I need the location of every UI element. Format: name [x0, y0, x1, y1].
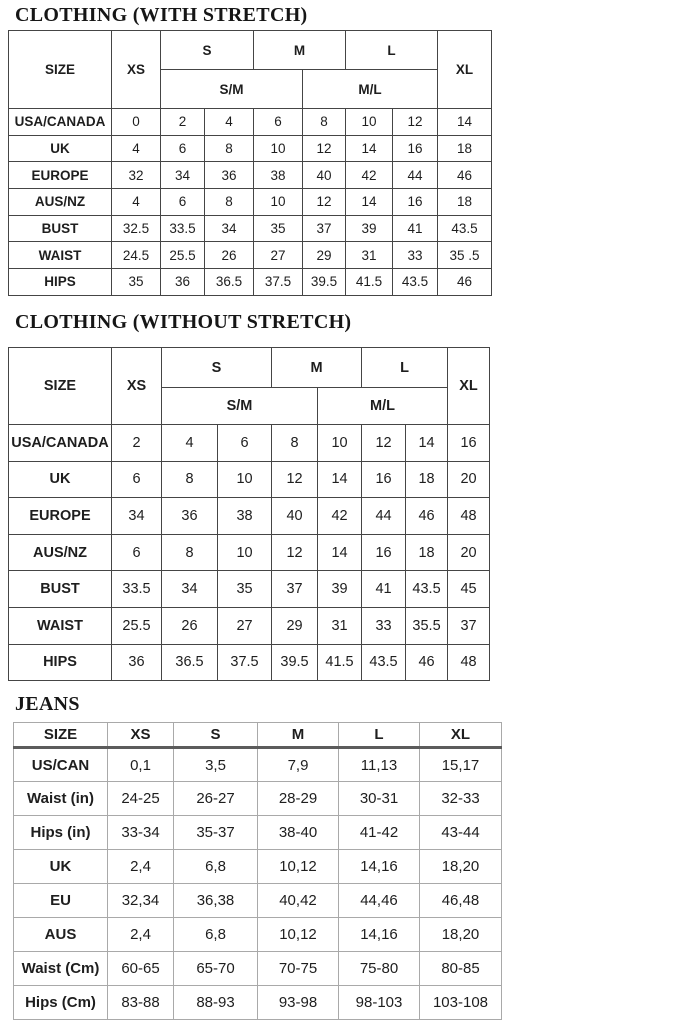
table-cell: 34	[205, 215, 254, 242]
table-cell: 33	[362, 607, 406, 644]
table-cell: 14,16	[339, 850, 420, 884]
table-cell: 34	[162, 571, 218, 608]
table-cell: 10,12	[258, 918, 339, 952]
jeans-table	[13, 722, 502, 1020]
table-row	[9, 162, 492, 189]
row-label: WAIST	[9, 242, 112, 269]
table-cell: 29	[272, 607, 318, 644]
col-header-m: M	[254, 31, 346, 70]
table-row	[9, 242, 492, 269]
table-cell: 18	[406, 534, 448, 571]
table-cell: 43.5	[393, 269, 438, 296]
table-cell: 83-88	[108, 986, 174, 1020]
table-cell: 6,8	[174, 850, 258, 884]
table-cell: 6	[254, 109, 303, 136]
table-cell: 41.5	[346, 269, 393, 296]
table-cell: 48	[448, 498, 490, 535]
table-cell: 34	[161, 162, 205, 189]
table-cell: 40	[272, 498, 318, 535]
table-cell: 12	[272, 534, 318, 571]
table-cell: 39.5	[303, 269, 346, 296]
table-cell: 65-70	[174, 952, 258, 986]
table-cell: 88-93	[174, 986, 258, 1020]
table-cell: 29	[303, 242, 346, 269]
table-cell: 42	[318, 498, 362, 535]
table-row	[14, 850, 502, 884]
table-cell: 28-29	[258, 782, 339, 816]
table-cell: 46	[438, 162, 492, 189]
table-row	[9, 498, 490, 535]
table-cell: 12	[303, 189, 346, 216]
row-label: HIPS	[9, 644, 112, 681]
row-label: WAIST	[9, 607, 112, 644]
clothing-nostretch-table	[8, 347, 490, 681]
table-cell: 32.5	[112, 215, 161, 242]
table-cell: 35	[254, 215, 303, 242]
table-row	[14, 748, 502, 782]
table-cell: 2	[112, 425, 162, 462]
row-label: USA/CANADA	[9, 425, 112, 462]
column-header: XS	[108, 723, 174, 748]
table-cell: 8	[205, 135, 254, 162]
column-header: S	[174, 723, 258, 748]
table-cell: 30-31	[339, 782, 420, 816]
table-header	[14, 723, 502, 748]
table-cell: 6	[112, 461, 162, 498]
column-header: M	[258, 723, 339, 748]
table-cell: 93-98	[258, 986, 339, 1020]
table-cell: 37.5	[218, 644, 272, 681]
table-row	[9, 215, 492, 242]
table-cell: 10	[218, 461, 272, 498]
table-cell: 11,13	[339, 748, 420, 782]
column-header: L	[339, 723, 420, 748]
row-label: Hips (Cm)	[14, 986, 108, 1020]
table-cell: 8	[162, 461, 218, 498]
table-cell: 44	[393, 162, 438, 189]
table-cell: 46	[406, 644, 448, 681]
table-cell: 32-33	[420, 782, 502, 816]
table-cell: 46	[438, 269, 492, 296]
row-label: US/CAN	[14, 748, 108, 782]
table-cell: 14	[406, 425, 448, 462]
table-cell: 42	[346, 162, 393, 189]
col-header-xs: XS	[112, 348, 162, 425]
row-label: AUS	[14, 918, 108, 952]
table-cell: 36,38	[174, 884, 258, 918]
table-cell: 80-85	[420, 952, 502, 986]
table-row	[14, 952, 502, 986]
table-cell: 10	[254, 135, 303, 162]
table-cell: 6	[161, 135, 205, 162]
table-cell: 16	[393, 189, 438, 216]
clothing-nostretch-title: CLOTHING (WITHOUT STRETCH)	[15, 311, 352, 333]
table-cell: 8	[162, 534, 218, 571]
table-cell: 4	[162, 425, 218, 462]
table-cell: 6	[112, 534, 162, 571]
row-label: EUROPE	[9, 162, 112, 189]
table-cell: 18	[406, 461, 448, 498]
row-label: Waist (Cm)	[14, 952, 108, 986]
table-cell: 31	[318, 607, 362, 644]
table-row	[9, 109, 492, 136]
table-cell: 6	[161, 189, 205, 216]
table-cell: 48	[448, 644, 490, 681]
row-label: UK	[9, 135, 112, 162]
table-cell: 35-37	[174, 816, 258, 850]
header-row	[9, 31, 492, 70]
table-cell: 10,12	[258, 850, 339, 884]
table-cell: 31	[346, 242, 393, 269]
table-cell: 0	[112, 109, 161, 136]
table-cell: 24-25	[108, 782, 174, 816]
table-cell: 43.5	[362, 644, 406, 681]
table-cell: 12	[362, 425, 406, 462]
clothing-stretch-table	[8, 30, 492, 296]
table-cell: 14	[346, 189, 393, 216]
table-cell: 39	[346, 215, 393, 242]
table-row	[14, 782, 502, 816]
col-header-sm: S/M	[161, 70, 303, 109]
col-header-l: L	[362, 348, 448, 388]
col-header-ml: M/L	[303, 70, 438, 109]
table-cell: 43-44	[420, 816, 502, 850]
table-cell: 16	[448, 425, 490, 462]
table-cell: 44,46	[339, 884, 420, 918]
table-cell: 46	[406, 498, 448, 535]
table-row	[9, 425, 490, 462]
table-row	[9, 571, 490, 608]
column-header: SIZE	[14, 723, 108, 748]
col-header-xl: XL	[448, 348, 490, 425]
table-cell: 36.5	[162, 644, 218, 681]
table-cell: 46,48	[420, 884, 502, 918]
row-label: Hips (in)	[14, 816, 108, 850]
row-label: BUST	[9, 215, 112, 242]
table-cell: 37	[448, 607, 490, 644]
table-row	[9, 534, 490, 571]
table-cell: 4	[112, 135, 161, 162]
row-label: USA/CANADA	[9, 109, 112, 136]
table-cell: 40	[303, 162, 346, 189]
table-cell: 27	[254, 242, 303, 269]
table-cell: 98-103	[339, 986, 420, 1020]
table-cell: 40,42	[258, 884, 339, 918]
table-cell: 26	[205, 242, 254, 269]
table-cell: 33	[393, 242, 438, 269]
col-header-ml: M/L	[318, 388, 448, 425]
table-cell: 36	[112, 644, 162, 681]
table-cell: 18,20	[420, 850, 502, 884]
table-cell: 33-34	[108, 816, 174, 850]
table-row	[9, 461, 490, 498]
table-cell: 35	[112, 269, 161, 296]
table-row	[14, 986, 502, 1020]
table-cell: 32	[112, 162, 161, 189]
table-cell: 35 .5	[438, 242, 492, 269]
table-cell: 35.5	[406, 607, 448, 644]
table-body	[9, 109, 492, 296]
table-cell: 60-65	[108, 952, 174, 986]
table-cell: 6,8	[174, 918, 258, 952]
col-header-s: S	[161, 31, 254, 70]
table-cell: 8	[303, 109, 346, 136]
table-cell: 27	[218, 607, 272, 644]
jeans-title: JEANS	[15, 693, 80, 715]
table-cell: 25.5	[161, 242, 205, 269]
table-cell: 33.5	[112, 571, 162, 608]
column-header: XL	[420, 723, 502, 748]
col-header-m: M	[272, 348, 362, 388]
table-cell: 12	[272, 461, 318, 498]
table-row	[9, 189, 492, 216]
table-row	[14, 918, 502, 952]
col-header-l: L	[346, 31, 438, 70]
row-label: UK	[9, 461, 112, 498]
table-cell: 36.5	[205, 269, 254, 296]
table-cell: 8	[272, 425, 318, 462]
table-body	[14, 748, 502, 1020]
table-cell: 36	[205, 162, 254, 189]
table-cell: 45	[448, 571, 490, 608]
table-cell: 75-80	[339, 952, 420, 986]
row-label: UK	[14, 850, 108, 884]
table-cell: 16	[393, 135, 438, 162]
table-row	[9, 269, 492, 296]
table-cell: 39.5	[272, 644, 318, 681]
table-cell: 10	[218, 534, 272, 571]
table-cell: 16	[362, 534, 406, 571]
row-label: AUS/NZ	[9, 534, 112, 571]
table-row	[14, 884, 502, 918]
table-cell: 35	[218, 571, 272, 608]
table-cell: 37	[272, 571, 318, 608]
table-cell: 8	[205, 189, 254, 216]
table-cell: 32,34	[108, 884, 174, 918]
table-cell: 20	[448, 461, 490, 498]
table-header	[9, 31, 492, 109]
table-cell: 39	[318, 571, 362, 608]
table-cell: 18,20	[420, 918, 502, 952]
table-cell: 2,4	[108, 850, 174, 884]
table-cell: 70-75	[258, 952, 339, 986]
table-cell: 38	[218, 498, 272, 535]
col-header-sm: S/M	[162, 388, 318, 425]
table-cell: 37	[303, 215, 346, 242]
table-cell: 20	[448, 534, 490, 571]
table-cell: 41.5	[318, 644, 362, 681]
table-cell: 16	[362, 461, 406, 498]
table-cell: 43.5	[406, 571, 448, 608]
table-cell: 2,4	[108, 918, 174, 952]
col-header-xs: XS	[112, 31, 161, 109]
table-cell: 4	[112, 189, 161, 216]
table-cell: 6	[218, 425, 272, 462]
col-header-size: SIZE	[9, 31, 112, 109]
table-cell: 15,17	[420, 748, 502, 782]
table-row	[9, 135, 492, 162]
table-cell: 38-40	[258, 816, 339, 850]
row-label: EUROPE	[9, 498, 112, 535]
row-label: HIPS	[9, 269, 112, 296]
table-cell: 14	[346, 135, 393, 162]
table-cell: 14	[318, 534, 362, 571]
table-row	[14, 816, 502, 850]
table-row	[9, 607, 490, 644]
table-cell: 2	[161, 109, 205, 136]
table-body	[9, 425, 490, 681]
table-row	[9, 644, 490, 681]
table-cell: 14	[318, 461, 362, 498]
table-cell: 10	[346, 109, 393, 136]
table-cell: 34	[112, 498, 162, 535]
table-cell: 41	[393, 215, 438, 242]
table-cell: 10	[254, 189, 303, 216]
table-cell: 38	[254, 162, 303, 189]
table-cell: 7,9	[258, 748, 339, 782]
table-cell: 103-108	[420, 986, 502, 1020]
col-header-s: S	[162, 348, 272, 388]
table-cell: 43.5	[438, 215, 492, 242]
row-label: Waist (in)	[14, 782, 108, 816]
table-cell: 36	[161, 269, 205, 296]
table-cell: 41-42	[339, 816, 420, 850]
row-label: AUS/NZ	[9, 189, 112, 216]
table-cell: 44	[362, 498, 406, 535]
table-cell: 18	[438, 135, 492, 162]
table-cell: 25.5	[112, 607, 162, 644]
clothing-stretch-title: CLOTHING (WITH STRETCH)	[15, 4, 308, 26]
table-header	[9, 348, 490, 425]
table-cell: 33.5	[161, 215, 205, 242]
table-cell: 26-27	[174, 782, 258, 816]
table-cell: 4	[205, 109, 254, 136]
table-cell: 12	[303, 135, 346, 162]
header-row	[9, 348, 490, 388]
table-cell: 18	[438, 189, 492, 216]
table-cell: 37.5	[254, 269, 303, 296]
table-cell: 14,16	[339, 918, 420, 952]
col-header-size: SIZE	[9, 348, 112, 425]
table-cell: 24.5	[112, 242, 161, 269]
table-cell: 10	[318, 425, 362, 462]
table-cell: 26	[162, 607, 218, 644]
table-cell: 36	[162, 498, 218, 535]
table-cell: 3,5	[174, 748, 258, 782]
row-label: EU	[14, 884, 108, 918]
header-row	[14, 723, 502, 748]
row-label: BUST	[9, 571, 112, 608]
table-cell: 14	[438, 109, 492, 136]
table-cell: 0,1	[108, 748, 174, 782]
table-cell: 12	[393, 109, 438, 136]
col-header-xl: XL	[438, 31, 492, 109]
table-cell: 41	[362, 571, 406, 608]
